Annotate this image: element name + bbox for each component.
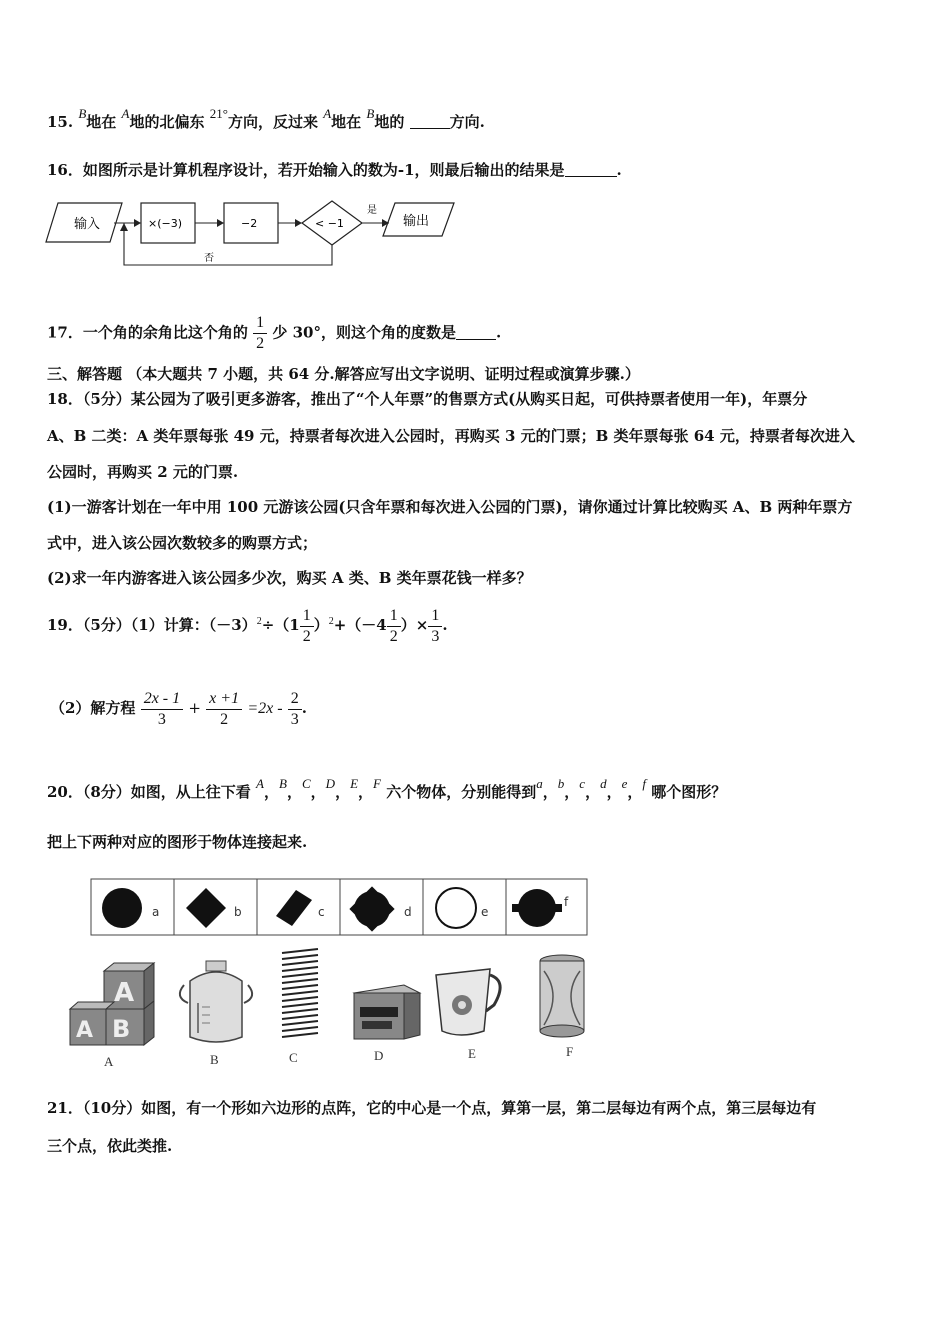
answer-blank [410, 114, 450, 129]
question-18-line-2: A、B 二类：A 类年票每张 49 元，持票者每次进入公园时，再购买 3 元的门票；B 类年票每张 64 元，持票者每次进入 [47, 427, 855, 445]
question-21-line-1: 21．（10分）如图，有一个形如六边形的点阵，它的中心是一个点，算第一层，第二层每边有两个点，第三层每边有 [47, 1099, 817, 1117]
svg-text:d: d [404, 905, 412, 919]
angle-value: 21° [209, 106, 228, 121]
fraction: $\frac{1}{2}$ [387, 606, 401, 647]
question-18-line-3: 公园时，再购买 2 元的门票. [47, 463, 239, 481]
question-21-line-2: 三个点，依此类推. [47, 1137, 173, 1155]
shape-a-circle [102, 888, 142, 928]
object-label-e: E [468, 1046, 476, 1061]
question-18-line-1: 18．（5分）某公园为了吸引更多游客，推出了“个人年票”的售票方式(从购买日起，可供持票者使用一年)，年票分 [47, 390, 808, 408]
var-B: B [366, 106, 375, 121]
objects-illustration [64, 945, 604, 1070]
fraction-one-half: $\frac{1}{2}$ [253, 313, 267, 354]
object-d-box [354, 985, 420, 1039]
answer-blank [456, 325, 496, 340]
no-label: 否 [204, 253, 214, 264]
question-20-line-2: 把上下两种对应的图形于物体连接起来. [47, 833, 308, 851]
var-A: A [121, 106, 130, 121]
question-19-part-1: 19．（5分）（1）计算：$(-3)^2\div(1$ $\frac{1}{2}$ ）$^2$+（－4 $\frac{1}{2}$ ）× $\frac{1}{3}$ . [47, 606, 448, 645]
svg-text:f: f [564, 895, 569, 909]
question-19-part-2: （2）解方程 $\frac{2x - 1}{3}$ + $\frac{x +1}{2}$ =2x - $\frac{2}{3}$ . [50, 689, 308, 728]
question-18-part-1-cont: 式中，进入该公园次数较多的购票方式； [47, 534, 318, 552]
output-label: 输出 [403, 214, 430, 229]
input-label: 输入 [74, 217, 101, 232]
question-18-part-2: (2)求一年内游客进入该公园多少次，购买 A 类、B 类年票花钱一样多？ [47, 569, 532, 587]
svg-text:A: A [114, 978, 135, 1008]
condition-label: < −1 [315, 217, 344, 230]
question-20: 20．（8分）如图，从上往下看 A，B，C，D，E，F 六个物体，分别能得到a，b，c，d，e，f 哪个图形？ [47, 776, 727, 801]
object-label-c: C [289, 1050, 298, 1065]
program-flowchart [44, 195, 459, 270]
svg-text:b: b [234, 905, 242, 919]
question-18-part-1: (1)一游客计划在一年中用 100 元游该公园(只含年票和每次进入公园的门票)，请你通过计算比较购买 A、B 两种年票方 [47, 498, 853, 516]
svg-text:A: A [76, 1018, 94, 1043]
object-e-pitcher [436, 969, 500, 1035]
shape-b-diamond [186, 888, 226, 928]
answer-blank [565, 162, 617, 177]
object-label-f: F [566, 1044, 574, 1059]
svg-text:e: e [481, 905, 489, 919]
svg-text:c: c [318, 905, 325, 919]
object-b-jar [180, 961, 252, 1042]
object-f-cylinder [540, 955, 584, 1037]
svg-text:a: a [152, 905, 160, 919]
var-A: A [323, 106, 332, 121]
object-label-b: B [210, 1052, 219, 1067]
fraction: $\frac{1}{2}$ [300, 606, 314, 647]
fraction: $\frac{1}{3}$ [428, 606, 442, 647]
top-view-shapes [90, 878, 590, 938]
question-17: 17．一个角的余角比这个角的 $\frac{1}{2}$ 少 30°，则这个角的度数是 . [47, 314, 502, 352]
question-16: 16．如图所示是计算机程序设计，若开始输入的数为-1，则最后输出的结果是 . [47, 161, 622, 179]
object-label-a: A [104, 1054, 114, 1069]
section-3-heading: 三、解答题 （本大题共 7 小题，共 64 分.解答应写出文字说明、证明过程或演算步骤.） [47, 365, 640, 383]
question-15: 15. B地在 A地的北偏东 21°方向，反过来 A地在 B地的 方向. [47, 106, 485, 131]
fraction: $\frac{x +1}{2}$ [206, 689, 242, 730]
var-B: B [78, 106, 87, 121]
svg-text:B: B [112, 1015, 131, 1043]
subtract-label: −2 [241, 217, 258, 230]
multiply-label: ×(−3) [148, 217, 183, 230]
object-label-d: D [374, 1048, 384, 1063]
object-a-blocks [70, 963, 154, 1045]
shape-c-rectangle [276, 890, 312, 926]
fraction: $\frac{2x - 1}{3}$ [141, 689, 183, 730]
fraction: $\frac{2}{3}$ [288, 689, 302, 730]
shape-e-ring [436, 888, 476, 928]
object-c-spring [282, 949, 318, 1037]
yes-label: 是 [367, 205, 377, 216]
